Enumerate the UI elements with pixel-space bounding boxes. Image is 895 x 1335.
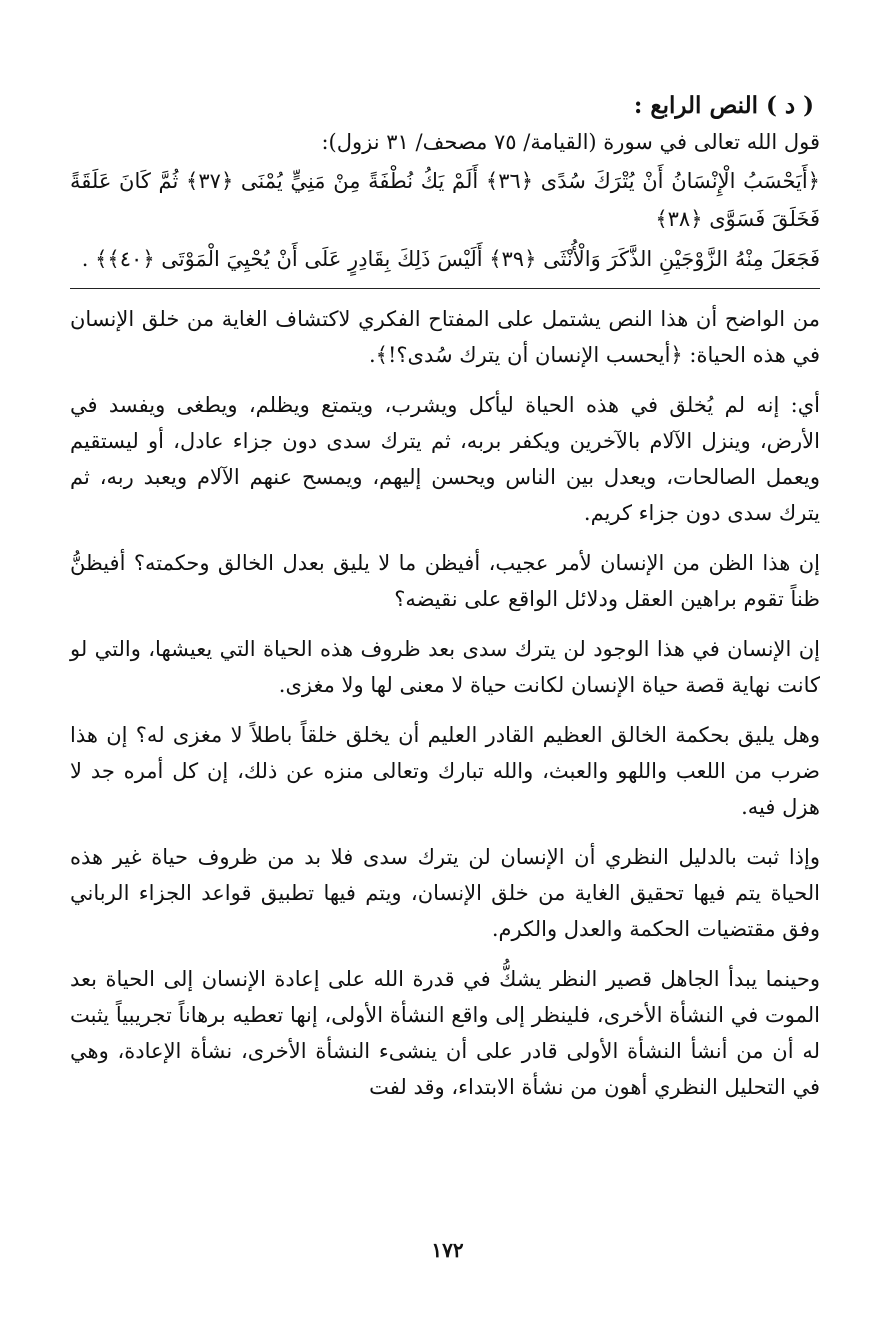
verse-line-1: ﴿أَيَحْسَبُ الْإِنْسَانُ أَنْ يُتْرَكَ سُدًى ﴿٣٦﴾ أَلَمْ يَكُ نُطْفَةً مِنْ مَنِيٍّ يُمْنَى ﴿٣٧﴾ ثُمَّ كَانَ عَلَقَةً فَخَلَقَ فَسَوَّى ﴿٣٨﴾	[70, 169, 820, 231]
paragraph-2: أي: إنه لم يُخلق في هذه الحياة ليأكل ويشرب، ويتمتع ويظلم، ويطغى ويفسد في الأرض، وينزل الآلام بالآخرين ويكفر بربه، ثم يترك سدى دون جزاء عادل، أو ليستقيم ويعمل الصالحات، ويعدل بين الناس ويحسن إليهم، ويمسح عنهم الآلام ويعبد ربه، ثم يترك سدى دون جزاء كريم.	[70, 393, 820, 525]
section-heading: ( د ) النص الرابع :	[633, 92, 814, 119]
intro-line: قول الله تعالى في سورة (القيامة/ ٧٥ مصحف/ ٣١ نزول):	[321, 130, 820, 154]
paragraph-4: إن الإنسان في هذا الوجود لن يترك سدى بعد ظروف هذه الحياة التي يعيشها، والتي لو كانت نهاية قصة حياة الإنسان لكانت حياة لا معنى لها ولا مغزى.	[70, 637, 820, 697]
verse-line-2: فَجَعَلَ مِنْهُ الزَّوْجَيْنِ الذَّكَرَ وَالْأُنْثَى ﴿٣٩﴾ أَلَيْسَ ذَلِكَ بِقَادِرٍ عَلَى أَنْ يُحْيِيَ الْمَوْتَى ﴿٤٠﴾﴾ .	[81, 247, 820, 271]
paragraph-7: وحينما يبدأ الجاهل قصير النظر يشكُّ في قدرة الله على إعادة الإنسان إلى الحياة بعد الموت في النشأة الأخرى، فلينظر إلى واقع النشأة الأولى، إنها تعطيه برهاناً تجريبياً يثبت له أن من أنشأ النشأة الأولى قادر على أن ينشىء النشأة الأخرى، نشأة الإعادة، وهي في التحليل النظري أهون من نشأة الابتداء، وقد لفت	[70, 967, 820, 1099]
section-divider	[70, 288, 820, 289]
page-body	[70, 88, 820, 1119]
paragraph-1: من الواضح أن هذا النص يشتمل على المفتاح الفكري لاكتشاف الغاية من خلق الإنسان في هذه الحياة: ﴿أيحسب الإنسان أن يترك سُدى؟!﴾.	[70, 307, 820, 367]
paragraph-5: وهل يليق بحكمة الخالق العظيم القادر العليم أن يخلق خلقاً باطلاً لا مغزى له؟ إن هذا ضرب من اللعب واللهو والعبث، والله تبارك وتعالى منزه عن ذلك، إن كل أمره جد لا هزل فيه.	[70, 723, 820, 819]
page-number: ١٧٢	[431, 1238, 464, 1262]
paragraph-3: إن هذا الظن من الإنسان لأمر عجيب، أفيظن ما لا يليق بعدل الخالق وحكمته؟ أفيظنُّ ظناً تقوم براهين العقل ودلائل الواقع على نقيضه؟	[70, 551, 820, 611]
paragraph-6: وإذا ثبت بالدليل النظري أن الإنسان لن يترك سدى فلا بد من ظروف حياة غير هذه الحياة يتم فيها تحقيق الغاية من خلق الإنسان، ويتم فيها تطبيق قواعد الجزاء الرباني وفق مقتضيات الحكمة والعدل والكرم.	[70, 845, 820, 941]
